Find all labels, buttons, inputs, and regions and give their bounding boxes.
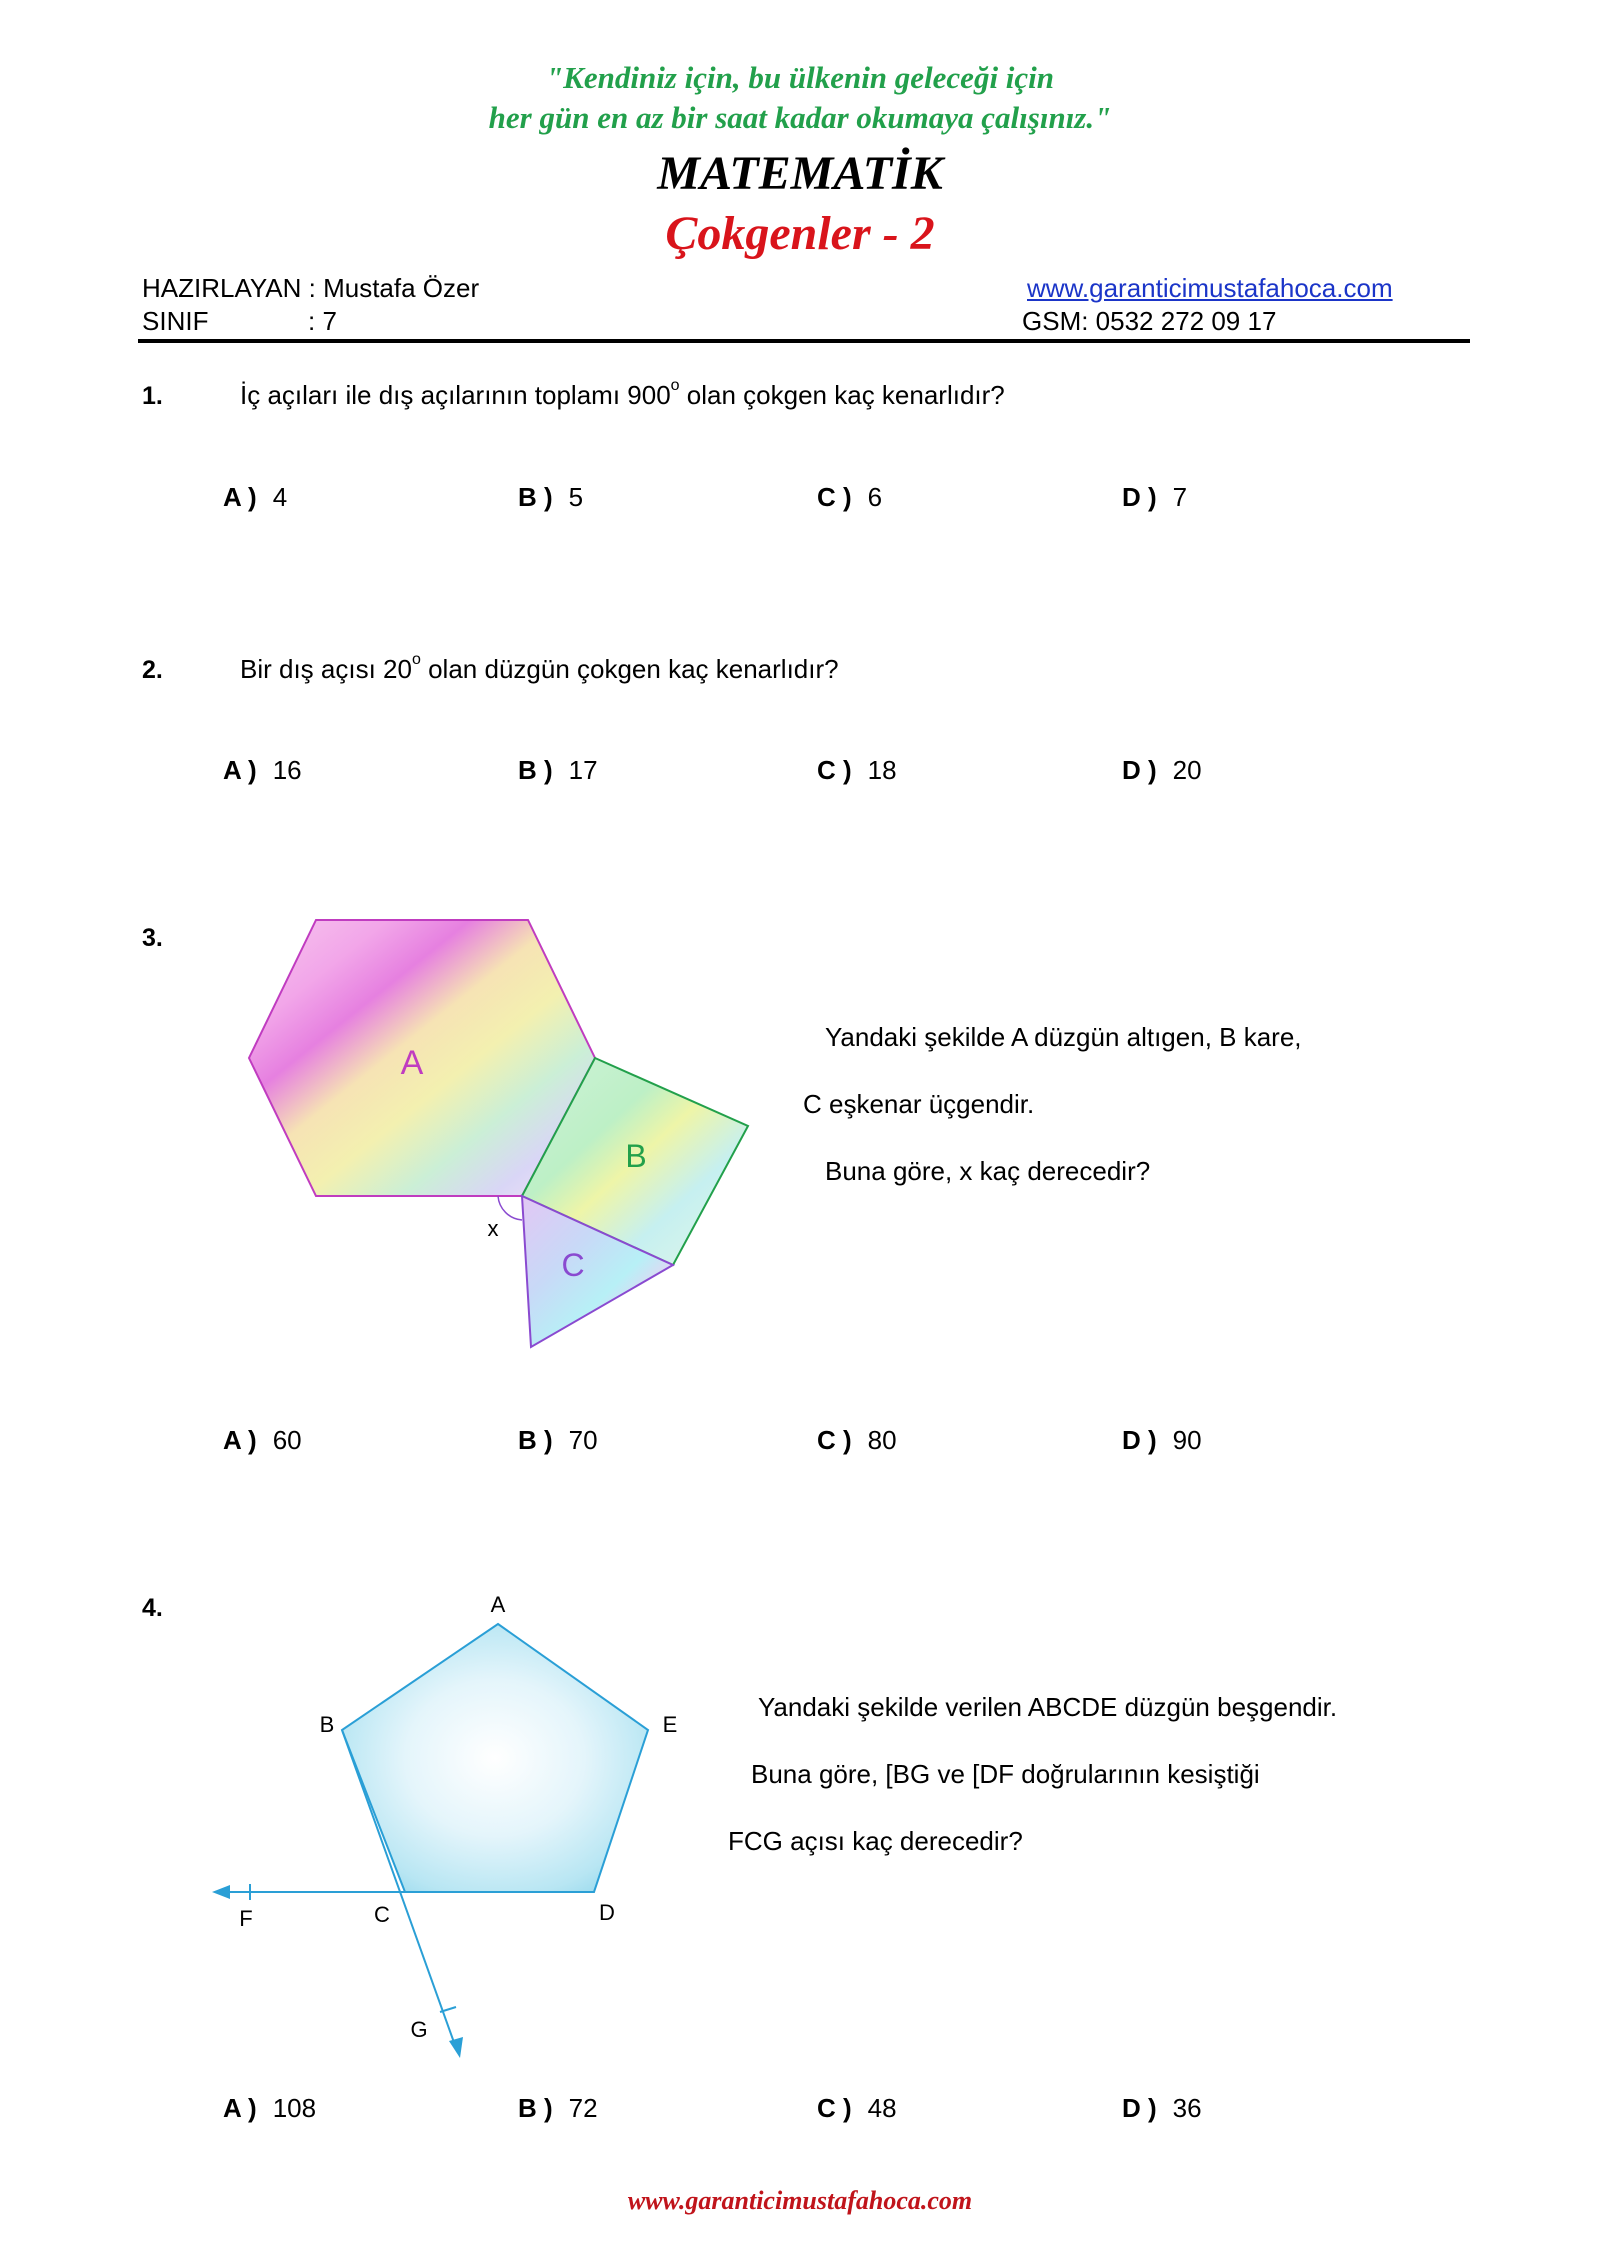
question-1-option-b[interactable]: B ) 5 [518,482,584,512]
phone-number: GSM: 0532 272 09 17 [1022,306,1277,336]
question-4-text-line-3: FCG açısı kaç derecedir? [728,1826,1023,1856]
ray-df-arrowhead [212,1885,230,1899]
point-g-label: G [410,2017,428,2042]
question-4-option-c[interactable]: C ) 48 [817,2093,897,2123]
question-1-option-d[interactable]: D ) 7 [1122,482,1188,512]
vertex-e-label: E [662,1712,678,1737]
vertex-b-label: B [319,1712,335,1737]
question-4-text-line-2: Buna göre, [BG ve [DF doğrularının kesiştiği [751,1759,1260,1789]
header-divider [138,339,1470,343]
subject-title: MATEMATİK [657,147,943,200]
question-2-option-c[interactable]: C ) 18 [817,755,897,785]
question-4-option-d[interactable]: D ) 36 [1122,2093,1202,2123]
angle-x-label: x [487,1216,499,1241]
topic-title: Çokgenler - 2 [665,207,935,260]
question-3-text-line-3: Buna göre, x kaç derecedir? [825,1156,1151,1186]
question-3-text-line-1: Yandaki şekilde A düzgün altıgen, B kare, [825,1022,1302,1052]
question-3-option-b[interactable]: B ) 70 [518,1425,598,1455]
question-4-option-a[interactable]: A ) 108 [223,2093,317,2123]
question-2-text: Bir dış açısı 20$^o$ olan düzgün çokgen kaç kenarlıdır? [240,651,839,684]
angle-x-arc [498,1196,522,1220]
motto-line-1: "Kendiniz için, bu ülkenin geleceği için [545,60,1055,95]
question-2-option-b[interactable]: B ) 17 [518,755,598,785]
pentagon-abcde [342,1624,648,1892]
question-1-option-a[interactable]: A ) 4 [223,482,288,512]
vertex-d-label: D [599,1900,615,1925]
question-3-figure [240,905,760,1355]
point-f-label: F [239,1906,253,1931]
question-3-number: 3. [142,924,163,952]
question-3-option-d[interactable]: D ) 90 [1122,1425,1202,1455]
question-4-text-line-1: Yandaki şekilde verilen ABCDE düzgün beşgendir. [758,1692,1338,1722]
question-1-number: 1. [142,382,163,410]
footer-website[interactable]: www.garanticimustafahoca.com [627,2186,973,2215]
question-2-option-d[interactable]: D ) 20 [1122,755,1202,785]
website-link[interactable]: www.garanticimustafahoca.com [1027,273,1393,303]
question-2-number: 2. [142,656,163,684]
question-3-option-c[interactable]: C ) 80 [817,1425,897,1455]
hexagon-label: A [400,1044,424,1082]
question-4-figure [200,1590,720,2070]
question-1-option-c[interactable]: C ) 6 [817,482,883,512]
motto-line-2: her gün en az bir saat kadar okumaya çalışınız." [488,100,1112,135]
class-value: : 7 [308,306,337,336]
author-label: HAZIRLAYAN : Mustafa Özer [142,273,480,303]
vertex-c-label: C [374,1902,390,1927]
square-label: B [625,1138,647,1174]
ray-bg-arrowhead [449,2037,463,2058]
vertex-a-label: A [490,1592,506,1617]
question-2-option-a[interactable]: A ) 16 [223,755,302,785]
question-1-text: İç açıları ile dış açılarının toplamı 900$^o$ olan çokgen kaç kenarlıdır? [240,377,1005,410]
question-4-number: 4. [142,1594,163,1622]
question-4-option-b[interactable]: B ) 72 [518,2093,598,2123]
question-3-option-a[interactable]: A ) 60 [223,1425,302,1455]
question-3-text-line-2: C eşkenar üçgendir. [803,1089,1035,1119]
class-label: SINIF [142,306,209,336]
triangle-label: C [561,1247,585,1283]
